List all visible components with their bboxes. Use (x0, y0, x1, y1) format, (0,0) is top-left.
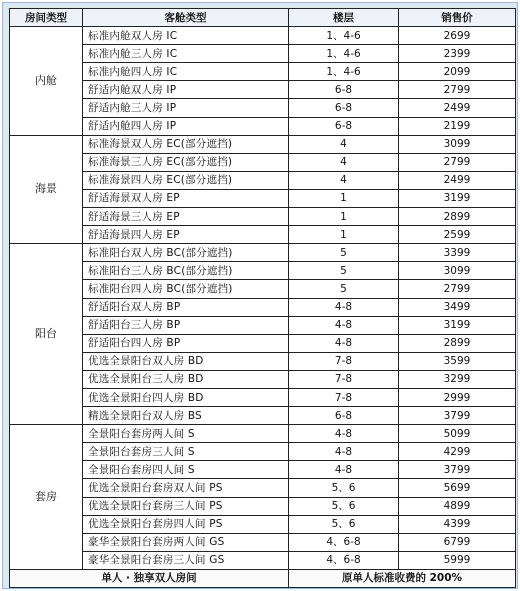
header-room-type: 房间类型 (10, 9, 83, 27)
cabin-type-cell: 舒适海景双人房 EP (83, 189, 289, 207)
room-type-cell: 内舱 (10, 27, 83, 136)
price-cell: 3099 (399, 262, 516, 280)
price-cell: 5999 (399, 551, 516, 569)
cabin-type-cell: 优选全景阳台双人房 BD (83, 352, 289, 370)
table-row (10, 388, 516, 406)
floor-cell: 5 (289, 244, 399, 262)
cabin-price-table (9, 8, 516, 588)
cabin-type-cell: 豪华全景阳台套房三人间 GS (83, 551, 289, 569)
cabin-type-cell: 优选全景阳台套房双人间 PS (83, 479, 289, 497)
floor-cell: 5、6 (289, 479, 399, 497)
cabin-type-cell: 标准阳台双人房 BC(部分遮挡) (83, 244, 289, 262)
table-row (10, 135, 516, 153)
cabin-type-cell: 优选全景阳台四人房 BD (83, 388, 289, 406)
price-cell: 2599 (399, 226, 516, 244)
floor-cell: 6-8 (289, 81, 399, 99)
table-row (10, 99, 516, 117)
price-cell: 3599 (399, 352, 516, 370)
table-body (10, 27, 516, 570)
cabin-type-cell: 舒适内舱四人房 IP (83, 117, 289, 135)
price-cell: 3799 (399, 461, 516, 479)
floor-cell: 4-8 (289, 425, 399, 443)
cabin-type-cell: 舒适阳台三人房 BP (83, 316, 289, 334)
table-row (10, 479, 516, 497)
floor-cell: 5、6 (289, 497, 399, 515)
header-floor: 楼层 (289, 9, 399, 27)
table-row (10, 407, 516, 425)
floor-cell: 5、6 (289, 515, 399, 533)
floor-cell: 4-8 (289, 316, 399, 334)
floor-cell: 4-8 (289, 461, 399, 479)
price-cell: 3299 (399, 370, 516, 388)
floor-cell: 5 (289, 262, 399, 280)
price-cell: 4299 (399, 443, 516, 461)
price-cell: 2999 (399, 388, 516, 406)
price-cell: 5099 (399, 425, 516, 443)
table-row (10, 81, 516, 99)
cabin-type-cell: 标准内舱四人房 IC (83, 63, 289, 81)
price-cell: 3399 (399, 244, 516, 262)
table-row (10, 262, 516, 280)
floor-cell: 7-8 (289, 388, 399, 406)
single-occupancy-row (10, 569, 516, 587)
cabin-type-cell: 标准海景三人房 EC(部分遮挡) (83, 153, 289, 171)
cabin-type-cell: 全景阳台套房四人间 S (83, 461, 289, 479)
table-row (10, 443, 516, 461)
price-cell: 5699 (399, 479, 516, 497)
table-row (10, 244, 516, 262)
header-cabin-type: 客舱类型 (83, 9, 289, 27)
table-row (10, 171, 516, 189)
floor-cell: 4、6-8 (289, 551, 399, 569)
table-row (10, 425, 516, 443)
price-cell: 2399 (399, 45, 516, 63)
table-row (10, 27, 516, 45)
price-cell: 2799 (399, 81, 516, 99)
floor-cell: 6-8 (289, 99, 399, 117)
price-cell: 6799 (399, 533, 516, 551)
cabin-type-cell: 全景阳台套房两人间 S (83, 425, 289, 443)
table-row (10, 497, 516, 515)
table-row (10, 334, 516, 352)
floor-cell: 1、4-6 (289, 27, 399, 45)
cabin-type-cell: 优选全景阳台套房三人间 PS (83, 497, 289, 515)
single-occupancy-label: 单人 · 独享双人房间 (10, 569, 289, 587)
floor-cell: 4-8 (289, 443, 399, 461)
table-row (10, 370, 516, 388)
table-row (10, 189, 516, 207)
floor-cell: 4 (289, 135, 399, 153)
cabin-type-cell: 精选全景阳台双人房 BS (83, 407, 289, 425)
cabin-type-cell: 优选全景阳台套房四人间 PS (83, 515, 289, 533)
room-type-cell: 套房 (10, 425, 83, 570)
price-cell: 3099 (399, 135, 516, 153)
price-cell: 2699 (399, 27, 516, 45)
floor-cell: 6-8 (289, 117, 399, 135)
cabin-type-cell: 标准内舱三人房 IC (83, 45, 289, 63)
price-cell: 3199 (399, 189, 516, 207)
floor-cell: 1 (289, 189, 399, 207)
cabin-type-cell: 豪华全景阳台套房两人间 GS (83, 533, 289, 551)
table-row (10, 551, 516, 569)
price-cell: 2899 (399, 334, 516, 352)
price-cell: 2499 (399, 99, 516, 117)
table-row (10, 226, 516, 244)
price-cell: 3199 (399, 316, 516, 334)
room-type-cell: 海景 (10, 135, 83, 244)
table-row (10, 352, 516, 370)
cabin-type-cell: 舒适海景四人房 EP (83, 226, 289, 244)
floor-cell: 1 (289, 208, 399, 226)
floor-cell: 4 (289, 153, 399, 171)
cabin-type-cell: 舒适阳台四人房 BP (83, 334, 289, 352)
cabin-type-cell: 标准阳台四人房 BC(部分遮挡) (83, 280, 289, 298)
cabin-type-cell: 标准海景双人房 EC(部分遮挡) (83, 135, 289, 153)
table-row (10, 533, 516, 551)
room-type-cell: 阳台 (10, 244, 83, 425)
header-price: 销售价 (399, 9, 516, 27)
table-row (10, 208, 516, 226)
table-row (10, 461, 516, 479)
price-cell: 2199 (399, 117, 516, 135)
floor-cell: 4 (289, 171, 399, 189)
floor-cell: 1、4-6 (289, 45, 399, 63)
cabin-type-cell: 舒适内舱双人房 IP (83, 81, 289, 99)
cabin-type-cell: 标准海景四人房 EC(部分遮挡) (83, 171, 289, 189)
floor-cell: 1 (289, 226, 399, 244)
table-row (10, 515, 516, 533)
price-cell: 2799 (399, 153, 516, 171)
cabin-type-cell: 标准阳台三人房 BC(部分遮挡) (83, 262, 289, 280)
table-header-row (10, 9, 516, 27)
floor-cell: 1、4-6 (289, 63, 399, 81)
price-cell: 2799 (399, 280, 516, 298)
floor-cell: 4-8 (289, 334, 399, 352)
table-frame (2, 2, 518, 589)
floor-cell: 6-8 (289, 407, 399, 425)
cabin-type-cell: 全景阳台套房三人间 S (83, 443, 289, 461)
floor-cell: 7-8 (289, 352, 399, 370)
floor-cell: 4-8 (289, 298, 399, 316)
table-row (10, 298, 516, 316)
floor-cell: 4、6-8 (289, 533, 399, 551)
price-cell: 4399 (399, 515, 516, 533)
table-row (10, 45, 516, 63)
price-cell: 4899 (399, 497, 516, 515)
price-cell: 3499 (399, 298, 516, 316)
cabin-type-cell: 标准内舱双人房 IC (83, 27, 289, 45)
price-cell: 2099 (399, 63, 516, 81)
price-cell: 3799 (399, 407, 516, 425)
table-row (10, 153, 516, 171)
table-row (10, 316, 516, 334)
cabin-type-cell: 舒适内舱三人房 IP (83, 99, 289, 117)
price-cell: 2899 (399, 208, 516, 226)
floor-cell: 7-8 (289, 370, 399, 388)
floor-cell: 5 (289, 280, 399, 298)
table-row (10, 63, 516, 81)
single-occupancy-surcharge: 原单人标准收费的 200% (289, 569, 516, 587)
cabin-type-cell: 舒适海景三人房 EP (83, 208, 289, 226)
table-row (10, 117, 516, 135)
price-cell: 2499 (399, 171, 516, 189)
cabin-type-cell: 舒适阳台双人房 BP (83, 298, 289, 316)
cabin-type-cell: 优选全景阳台三人房 BD (83, 370, 289, 388)
table-row (10, 280, 516, 298)
